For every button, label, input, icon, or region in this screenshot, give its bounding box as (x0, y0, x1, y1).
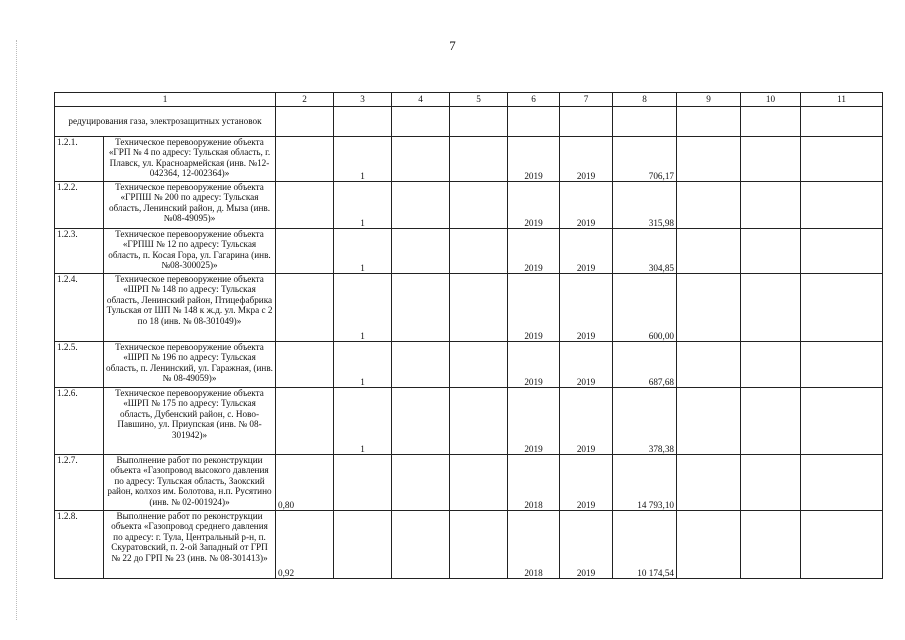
cell-col-5 (450, 511, 508, 579)
cell-col-6: 2018 (508, 511, 560, 579)
column-header: 9 (677, 93, 741, 107)
cell-col-2 (276, 229, 334, 274)
column-header: 8 (613, 93, 677, 107)
cell-col-5 (450, 137, 508, 182)
cell-col-2 (276, 182, 334, 229)
cell-col-10 (741, 182, 801, 229)
row-description: Техническое перевооружение объекта «ШРП № 148 по адресу: Тульская область, Ленинский район, Птицефабрика Тульская от ШП № 148 к ж.д. ул. Мкра с 2 по 18 (инв. № 08-301049)» (104, 274, 276, 342)
cell-col-5 (450, 455, 508, 511)
cell-col-8: 600,00 (613, 274, 677, 342)
cell-col-2 (276, 274, 334, 342)
cell-col-4 (392, 274, 450, 342)
cell-col-5 (450, 274, 508, 342)
section-title: редуцирования газа, электрозащитных установок (55, 107, 276, 137)
cell-col-7: 2019 (560, 274, 613, 342)
table-row (55, 455, 883, 511)
column-header: 10 (741, 93, 801, 107)
cell-col-9 (677, 274, 741, 342)
row-number: 1.2.1. (55, 137, 104, 182)
cell-col-2: 0,80 (276, 455, 334, 511)
row-description: Техническое перевооружение объекта «ШРП № 196 по адресу: Тульская область, п. Ленинский, ул. Гаражная, (инв. № 08-49059)» (104, 342, 276, 388)
cell-col-3: 1 (334, 137, 392, 182)
header-row (55, 93, 883, 107)
row-description: Выполнение работ по реконструкции объекта «Газопровод высокого давления по адресу: Тульская область, Заокский район, колхоз им. Болотова, н.п. Русятино (инв. № 02-001924)» (104, 455, 276, 511)
table-row (55, 274, 883, 342)
cell-col-7: 2019 (560, 342, 613, 388)
row-description: Техническое перевооружение объекта «ГРПШ № 200 по адресу: Тульская область, Ленинский район, д. Мыза (инв. №08-49095)» (104, 182, 276, 229)
column-header: 11 (801, 93, 883, 107)
table-row (55, 342, 883, 388)
cell-col-6: 2018 (508, 455, 560, 511)
table-row (55, 229, 883, 274)
cell-col-2 (276, 388, 334, 455)
cell-col-9 (677, 455, 741, 511)
cell-col-9 (677, 388, 741, 455)
data-table (54, 92, 883, 579)
cell-col-10 (741, 455, 801, 511)
column-header: 2 (276, 93, 334, 107)
cell-col-7: 2019 (560, 455, 613, 511)
cell-col-2 (276, 137, 334, 182)
cell-col-9 (677, 137, 741, 182)
cell-col-3: 1 (334, 388, 392, 455)
cell-col-7: 2019 (560, 229, 613, 274)
row-description: Выполнение работ по реконструкции объекта «Газопровод среднего давления по адресу: г. Тула, Центральный р-н, п. Скуратовский, п. 2-ой Западный от ГРП № 22 до ГРП № 23 (инв. № 08-301413)» (104, 511, 276, 579)
cell-col-3: 1 (334, 182, 392, 229)
column-header: 6 (508, 93, 560, 107)
column-header: 5 (450, 93, 508, 107)
cell-col-6: 2019 (508, 342, 560, 388)
page-number: 7 (449, 38, 456, 53)
cell-col-3 (334, 511, 392, 579)
cell-col-6: 2019 (508, 182, 560, 229)
cell-col-6: 2019 (508, 229, 560, 274)
cell-col-2 (276, 342, 334, 388)
section-row (55, 107, 883, 137)
column-header: 1 (55, 93, 276, 107)
cell-col-8: 10 174,54 (613, 511, 677, 579)
cell-col-5 (450, 229, 508, 274)
cell-col-11 (801, 388, 883, 455)
cell-col-7: 2019 (560, 137, 613, 182)
cell-col-8: 378,38 (613, 388, 677, 455)
cell-col-4 (392, 229, 450, 274)
cell-col-9 (677, 511, 741, 579)
row-number: 1.2.7. (55, 455, 104, 511)
cell-col-6: 2019 (508, 274, 560, 342)
cell-col-10 (741, 511, 801, 579)
cell-col-9 (677, 229, 741, 274)
cell-col-10 (741, 388, 801, 455)
cell-col-5 (450, 388, 508, 455)
cell-col-9 (677, 182, 741, 229)
cell-col-10 (741, 274, 801, 342)
cell-col-8: 304,85 (613, 229, 677, 274)
table-row (55, 388, 883, 455)
cell-col-10 (741, 229, 801, 274)
cell-col-6: 2019 (508, 137, 560, 182)
column-header: 7 (560, 93, 613, 107)
scan-edge-marks (16, 40, 19, 620)
cell-col-8: 687,68 (613, 342, 677, 388)
cell-col-4 (392, 182, 450, 229)
cell-col-11 (801, 274, 883, 342)
cell-col-11 (801, 342, 883, 388)
row-number: 1.2.2. (55, 182, 104, 229)
row-number: 1.2.6. (55, 388, 104, 455)
table-row (55, 511, 883, 579)
cell-col-10 (741, 342, 801, 388)
cell-col-3: 1 (334, 274, 392, 342)
cell-col-5 (450, 182, 508, 229)
row-description: Техническое перевооружение объекта «ГРП № 4 по адресу: Тульская область, г. Плавск, ул. Красноармейская (инв. №12-042364, 12-002364)» (104, 137, 276, 182)
cell-col-7: 2019 (560, 388, 613, 455)
cell-col-8: 315,98 (613, 182, 677, 229)
row-number: 1.2.5. (55, 342, 104, 388)
cell-col-11 (801, 455, 883, 511)
column-header: 4 (392, 93, 450, 107)
cell-col-4 (392, 388, 450, 455)
cell-col-4 (392, 455, 450, 511)
cell-col-11 (801, 137, 883, 182)
row-number: 1.2.8. (55, 511, 104, 579)
row-description: Техническое перевооружение объекта «ШРП № 175 по адресу: Тульская область, Дубенский район, с. Ново-Павшино, ул. Приупская (инв. № 08-301942)» (104, 388, 276, 455)
cell-col-7: 2019 (560, 511, 613, 579)
cell-col-4 (392, 137, 450, 182)
cell-col-9 (677, 342, 741, 388)
table-row (55, 137, 883, 182)
cell-col-11 (801, 182, 883, 229)
cell-col-8: 706,17 (613, 137, 677, 182)
cell-col-4 (392, 342, 450, 388)
cell-col-3 (334, 455, 392, 511)
cell-col-3: 1 (334, 229, 392, 274)
row-number: 1.2.4. (55, 274, 104, 342)
column-header: 3 (334, 93, 392, 107)
row-number: 1.2.3. (55, 229, 104, 274)
cell-col-11 (801, 511, 883, 579)
cell-col-11 (801, 229, 883, 274)
cell-col-10 (741, 137, 801, 182)
cell-col-8: 14 793,10 (613, 455, 677, 511)
cell-col-7: 2019 (560, 182, 613, 229)
table-row (55, 182, 883, 229)
cell-col-6: 2019 (508, 388, 560, 455)
row-description: Техническое перевооружение объекта «ГРПШ № 12 по адресу: Тульская область, п. Косая Гора, ул. Гагарина (инв. №08-300025)» (104, 229, 276, 274)
cell-col-3: 1 (334, 342, 392, 388)
cell-col-5 (450, 342, 508, 388)
cell-col-4 (392, 511, 450, 579)
cell-col-2: 0,92 (276, 511, 334, 579)
